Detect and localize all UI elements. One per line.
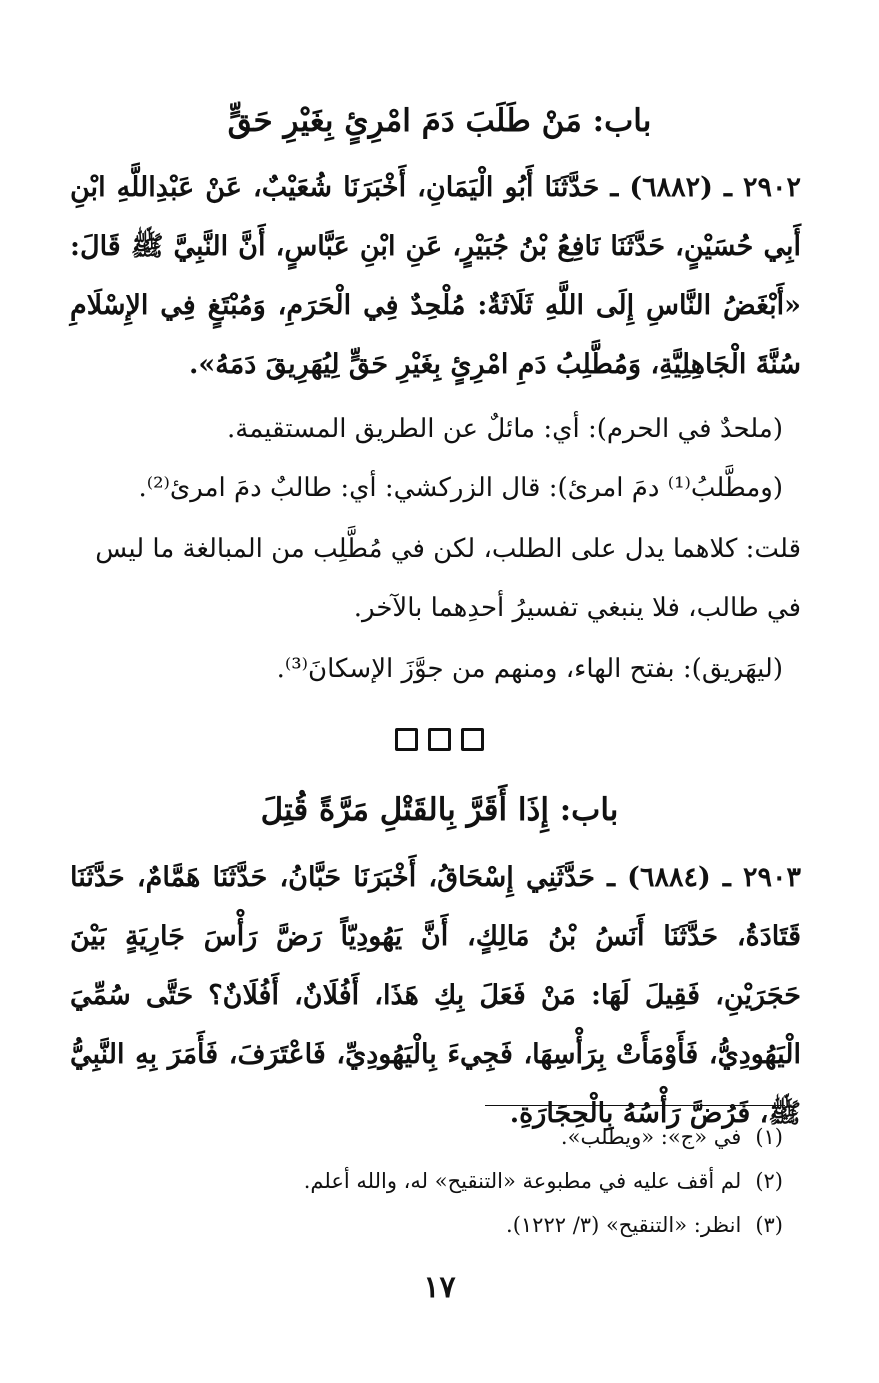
chapter-heading-bab: باب [604, 103, 652, 139]
footnote-1 [90, 1115, 783, 1159]
chapter-heading-text: : مَنْ طَلَبَ دَمَ امْرِئٍ بِغَيْرِ حَقٍّ [227, 103, 605, 139]
footnote-text: في «ج»: «ويطلب». [560, 1125, 742, 1149]
hadith-2903: ٢٩٠٣ ـ (٦٨٨٤) ـ حَدَّثَنِي إِسْحَاقُ، أَخْبَرَنَا حَبَّانُ، حَدَّثَنَا هَمَّامٌ، حَدَّثَنَا قَتَادَةُ، حَدَّثَنَا أَنَسُ بْنُ مَالِكٍ، أَنَّ يَهُودِيّاً رَضَّ رَأْسَ جَارِيَةٍ بَيْنَ حَجَرَيْنِ، فَقِيلَ لَهَا: مَنْ فَعَلَ بِكِ هَذَا، أَفُلَانٌ، أَفُلَانٌ؟ حَتَّى سُمِّيَ الْيَهُودِيُّ، فَأَوْمَأَتْ بِرَأْسِهَا، فَجِيءَ بِالْيَهُودِيِّ، فَاعْتَرَفَ، فَأَمَرَ بِهِ النَّبِيُّ ﷺ، فَرُضَّ رَأْسُهُ بِالْحِجَارَةِ. [70, 862, 801, 1129]
commentary-mulhid: (ملحدٌ في الحرم): أي: مائلٌ عن الطريق المستقيمة. [227, 414, 783, 444]
commentary-yuhariq: (ليهَريق): بفتح الهاء، ومنهم من جوَّزَ الإسكانَ⁽³⁾. [276, 654, 783, 684]
footnote-2 [90, 1159, 783, 1203]
commentary-qultu: قلت: كلاهما يدل على الطلب، لكن في مُطَّلِب من المبالغة ما ليس في طالب، فلا ينبغي تفسيرُ أحدِهما بالآخر. [95, 534, 801, 623]
separator-square-icon [428, 728, 451, 751]
commentary-mutallib: (ومطَّلبُ⁽¹⁾ دمَ امرئ): قال الزركشي: أي: طالبٌ دمَ امرئ⁽²⁾. [138, 473, 783, 503]
footnote-number: (٣) [755, 1213, 783, 1237]
separator-square-icon [395, 728, 418, 751]
page-number: ١٧ [423, 1270, 456, 1305]
footnote-number: (١) [755, 1125, 783, 1149]
footnote-number: (٢) [755, 1169, 783, 1193]
chapter-heading-bab: باب [571, 792, 619, 828]
footnote-text: لم أقف عليه في مطبوعة «التنقيح» له، والله أعلم. [303, 1169, 742, 1193]
footnote-text: انظر: «التنقيح» (٣/ ١٢٢٢). [506, 1213, 742, 1237]
chapter-heading-1 [60, 103, 819, 139]
section-separator [0, 728, 879, 751]
footnote-3 [90, 1203, 783, 1247]
footnote-divider [485, 1105, 785, 1106]
chapter-heading-text: : إِذَا أَقَرَّ بِالقَتْلِ مَرَّةً قُتِلَ [260, 792, 572, 828]
hadith-2902: ٢٩٠٢ ـ (٦٨٨٢) ـ حَدَّثَنَا أَبُو الْيَمَانِ، أَخْبَرَنَا شُعَيْبٌ، عَنْ عَبْدِاللَّهِ ابْنِ أَبِي حُسَيْنٍ، حَدَّثَنَا نَافِعُ بْنُ جُبَيْرٍ، عَنِ ابْنِ عَبَّاسٍ، أَنَّ النَّبِيَّ ﷺ قَالَ: «أَبْغَضُ النَّاسِ إِلَى اللَّهِ ثَلَاثَةٌ: مُلْحِدٌ فِي الْحَرَمِ، وَمُبْتَغٍ فِي الإِسْلَامِ سُنَّةَ الْجَاهِلِيَّةِ، وَمُطَّلِبُ دَمِ امْرِئٍ بِغَيْرِ حَقٍّ لِيُهَرِيقَ دَمَهُ». [70, 172, 801, 380]
separator-square-icon [461, 728, 484, 751]
chapter-heading-2 [60, 792, 819, 828]
